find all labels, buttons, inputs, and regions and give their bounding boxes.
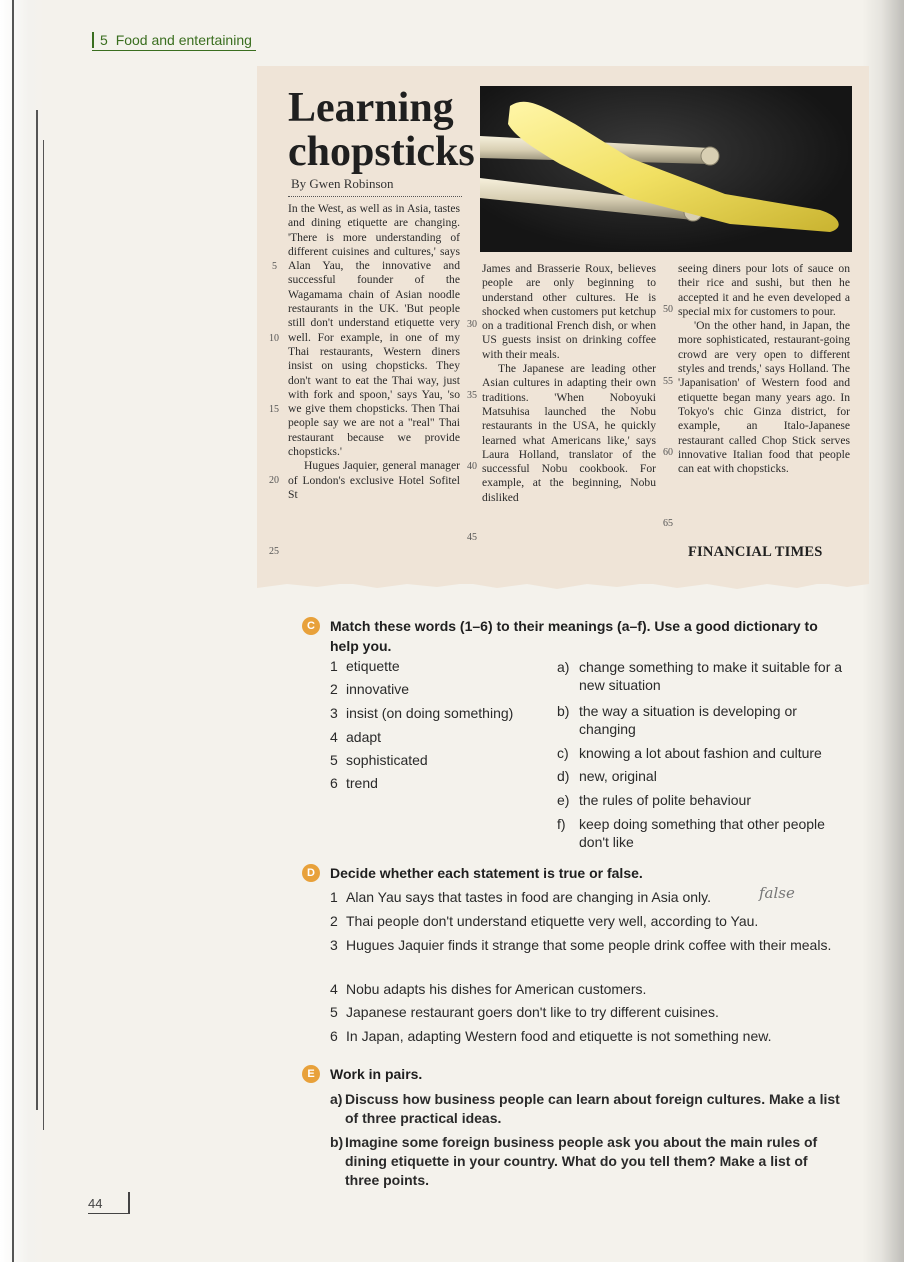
statement-item (330, 936, 846, 954)
article-column-3 (678, 262, 850, 476)
statement-number: 2 (330, 913, 338, 929)
line-number: 40 (467, 461, 477, 472)
task-text: Imagine some foreign business people ask you about the main rules of dining etiquette in your country. What do you tell them? Make a list of three points. (345, 1134, 818, 1188)
handwritten-answer: false (759, 884, 795, 902)
chopsticks-photo (480, 86, 852, 252)
task-letter: b) (330, 1134, 344, 1150)
article-byline: By Gwen Robinson (291, 176, 394, 191)
article-column-2 (482, 262, 656, 505)
meaning-text: the rules of polite behaviour (579, 792, 751, 808)
line-number: 35 (467, 390, 477, 401)
word-text: etiquette (346, 658, 400, 674)
headline-line: Learning (288, 85, 454, 131)
statement-number: 6 (330, 1028, 338, 1044)
word-item (330, 704, 513, 722)
meaning-letter: d) (557, 768, 570, 784)
word-item (330, 728, 381, 746)
folio-underline (88, 1213, 128, 1214)
line-number: 5 (272, 261, 277, 272)
header-underline (92, 50, 256, 51)
unit-number: 5 (100, 32, 108, 48)
torn-edge (257, 578, 869, 592)
word-item (330, 657, 400, 675)
header-bar (92, 32, 94, 48)
statement-text: In Japan, adapting Western food and etiquette is not something new. (346, 1028, 772, 1044)
line-number: 25 (269, 546, 279, 557)
statement-item (330, 888, 750, 906)
line-number: 65 (663, 518, 673, 529)
word-number: 1 (330, 658, 338, 674)
task-text: Discuss how business people can learn about foreign cultures. Make a list of three practical ideas. (345, 1091, 840, 1126)
statement-text: Japanese restaurant goers don't like to try different cuisines. (346, 1004, 719, 1020)
meaning-letter: f) (557, 816, 566, 832)
article-paragraph: In the West, as well as in Asia, tastes and dining etiquette are changing. 'There is more understanding of different cuisines and cultures,' says Alan Yau, the innovative and successful founder of the Wagamama chain of Asian noodle restaurants in the UK. 'But people still don't understand etiquette very well. For example, in one of my Thai restaurants, Western diners insist on using chopsticks. They don't want to eat the Thai way, just with fork and spoon,' says Yau, 'so we give them chopsticks. Then Thai people say we are not a "real" Thai restaurant because we provide chopsticks.' (288, 202, 460, 459)
meaning-letter: c) (557, 745, 569, 761)
word-text: insist (on doing something) (346, 705, 514, 721)
meaning-text: the way a situation is developing or changing (579, 703, 797, 737)
gutter-rule (12, 0, 14, 1262)
unit-header (92, 32, 252, 48)
statement-text: Hugues Jaquier finds it strange that some people drink coffee with their meals. (346, 937, 832, 953)
statement-number: 4 (330, 981, 338, 997)
word-number: 3 (330, 705, 338, 721)
word-number: 6 (330, 775, 338, 791)
article-paragraph: Hugues Jaquier, general manager of London's exclusive Hotel Sofitel St (288, 459, 460, 501)
page-number (88, 1196, 102, 1211)
meaning-letter: e) (557, 792, 570, 808)
statement-text: Alan Yau says that tastes in food are changing in Asia only. (346, 889, 712, 905)
article-paragraph: James and Brasserie Roux, believes people are only beginning to understand other cultures. He is shocked when customers put ketchup on a traditional French dish, or when US guests insist on drinking coffee with their meals. (482, 262, 656, 361)
meaning-letter: a) (557, 659, 570, 675)
meaning-letter: b) (557, 703, 570, 719)
line-number: 15 (269, 404, 279, 415)
exercise-e-instruction: Work in pairs. (330, 1066, 423, 1082)
word-number: 2 (330, 681, 338, 697)
gutter-rule (43, 140, 44, 1130)
exercise-d-badge: D (302, 864, 320, 882)
headline-line: chopsticks (288, 129, 475, 175)
article-headline (288, 86, 478, 174)
line-number: 30 (467, 319, 477, 330)
task-letter: a) (330, 1091, 343, 1107)
statement-item (330, 912, 830, 930)
meaning-text: knowing a lot about fashion and culture (579, 745, 822, 761)
exercise-e-badge: E (302, 1065, 320, 1083)
statement-number: 3 (330, 937, 338, 953)
statement-item (330, 1027, 850, 1045)
article-column-1 (288, 202, 460, 502)
statement-number: 1 (330, 889, 338, 905)
line-number: 60 (663, 447, 673, 458)
meaning-text: change something to make it suitable for a new situation (579, 659, 843, 693)
folio-bracket (128, 1192, 130, 1214)
word-number: 4 (330, 729, 338, 745)
meaning-text: new, original (579, 768, 657, 784)
word-text: trend (346, 775, 378, 791)
statement-item (330, 980, 830, 998)
article-source: FINANCIAL TIMES (688, 544, 823, 560)
word-item (330, 680, 409, 698)
article-paragraph: The Japanese are leading other Asian cultures in adapting their own traditions. 'When Noboyuki Matsuhisa launched the Nobu restaurants in the USA, he quickly learned what Americans like,' says Laura Holland, translator of the successful Nobu cookbook. For example, at the beginning, Nobu disliked (482, 362, 656, 504)
line-number: 55 (663, 376, 673, 387)
byline-rule (288, 196, 462, 197)
article-paragraph: 'On the other hand, in Japan, the more sophisticated, restaurant-going crowd are very open to different styles and trends,' says Holland. The 'Japanisation' of Western food and etiquette began many years ago. In Tokyo's chic Ginza district, for example, an Italo-Japanese restaurant called Chop Stick serves innovative Italian food that people can eat with chopsticks. (678, 319, 850, 476)
exercise-d-instruction: Decide whether each statement is true or false. (330, 865, 643, 881)
line-number: 45 (467, 532, 477, 543)
statement-text: Thai people don't understand etiquette very well, according to Yau. (346, 913, 759, 929)
gutter-rule (36, 110, 38, 1110)
exercise-c-instruction: Match these words (1–6) to their meanings (a–f). Use a good dictionary to help you. (330, 618, 818, 654)
word-text: innovative (346, 681, 410, 697)
chopsticks-illustration (480, 86, 852, 252)
statement-number: 5 (330, 1004, 338, 1020)
word-text: adapt (346, 729, 382, 745)
word-item (330, 751, 428, 769)
statement-item (330, 1003, 830, 1021)
word-item (330, 774, 378, 792)
article-paragraph: seeing diners pour lots of sauce on their rice and sushi, but then he accepted it and he even developed a special mix for customers to pour. (678, 262, 850, 318)
line-number: 50 (663, 304, 673, 315)
page-gutter (0, 0, 48, 1262)
line-number: 10 (269, 333, 279, 344)
meaning-text: keep doing something that other people don't like (579, 816, 825, 850)
page-number-text: 44 (88, 1196, 103, 1211)
word-number: 5 (330, 752, 338, 768)
line-number: 20 (269, 475, 279, 486)
word-text: sophisticated (346, 752, 428, 768)
unit-title: Food and entertaining (115, 32, 252, 48)
statement-text: Nobu adapts his dishes for American customers. (346, 981, 647, 997)
exercise-c-badge: C (302, 617, 320, 635)
